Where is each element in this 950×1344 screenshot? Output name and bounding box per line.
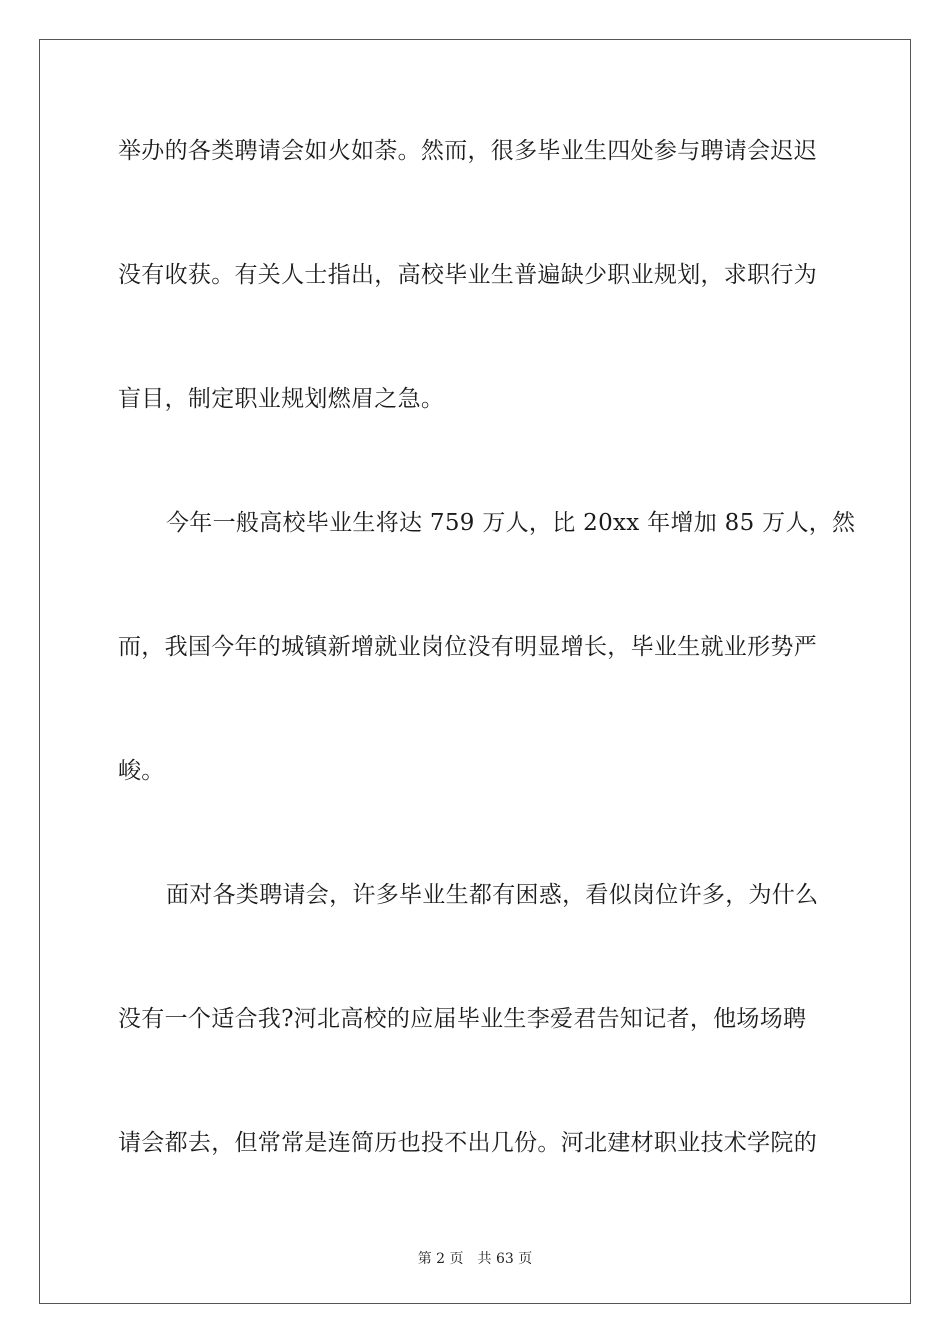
paragraph-3-line-2: 没有一个适合我?河北高校的应届毕业生李爱君告知记者，他场场聘 [118, 1006, 807, 1032]
page-border [39, 39, 911, 1304]
paragraph-1-line-1: 举办的各类聘请会如火如荼。然而，很多毕业生四处参与聘请会迟迟 [118, 138, 817, 164]
page-total: 共 63 页 [477, 1251, 533, 1267]
paragraph-2-line-1: 今年一般高校毕业生将达 759 万人，比 20xx 年增加 85 万人，然 [166, 510, 856, 536]
paragraph-1-line-3: 盲目，制定职业规划燃眉之急。 [118, 386, 445, 412]
paragraph-3-line-1: 面对各类聘请会，许多毕业生都有困惑，看似岗位许多，为什么 [166, 882, 819, 908]
page-number: 第 2 页 [417, 1251, 464, 1267]
paragraph-2-line-2: 而，我国今年的城镇新增就业岗位没有明显增长，毕业生就业形势严 [118, 634, 817, 660]
paragraph-2-line-3: 峻。 [118, 758, 165, 784]
paragraph-1-line-2: 没有收获。有关人士指出，高校毕业生普遍缺少职业规划，求职行为 [118, 262, 817, 288]
paragraph-3-line-3: 请会都去，但常常是连简历也投不出几份。河北建材职业技术学院的 [118, 1130, 817, 1156]
page-footer [0, 1248, 950, 1268]
